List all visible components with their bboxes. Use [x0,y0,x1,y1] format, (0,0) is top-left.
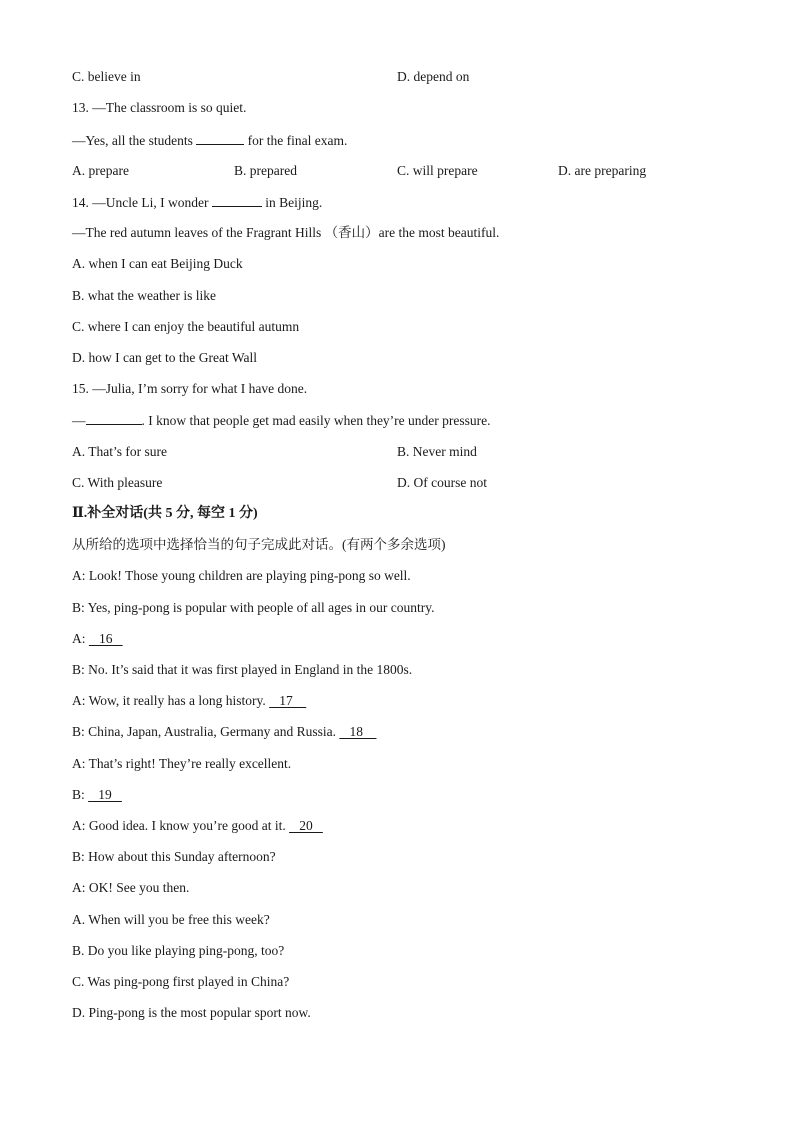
q14-question-start: 14. —Uncle Li, I wonder [72,195,212,210]
q12-option-d: D. depend on [397,69,470,84]
q15-option-a: A. That’s for sure [72,444,167,459]
q15-option-d: D. Of course not [397,475,487,490]
q13-options [72,162,732,180]
q14-reply: —The red autumn leaves of the Fragrant Hills （香山）are the most beautiful. [72,225,500,240]
q12-option-c: C. believe in [72,69,141,84]
q15-reply-end: . I know that people get mad easily when they’re under pressure. [141,413,491,428]
dialogue-line-9 [72,817,323,835]
q13-reply [72,131,347,150]
q15-reply-start: — [72,413,86,428]
q15-answer-blank [86,411,142,425]
q14-option-c: C. where I can enjoy the beautiful autumn [72,319,300,334]
blank-16: 16 [88,631,123,646]
choice-a: A. When will you be free this week? [72,912,270,927]
dialogue-line-6-text: B: China, Japan, Australia, Germany and Russia. [72,724,340,739]
blank-19: 19 [88,787,122,802]
q13-option-a: A. prepare [72,163,129,178]
q15-question: 15. —Julia, I’m sorry for what I have done. [72,381,308,396]
q15-option-b: B. Never mind [397,444,477,459]
dialogue-line-3 [72,630,123,648]
q13-option-d: D. are preparing [558,163,647,178]
choice-d: D. Ping-pong is the most popular sport now. [72,1005,311,1020]
dialogue-line-9-text: A: Good idea. I know you’re good at it. [72,818,290,833]
q15-options-cd [72,474,732,492]
blank-20: 20 [289,818,323,833]
dialogue-speaker: B: [72,787,89,802]
dialogue-line-6 [72,723,376,741]
dialogue-line-4: B: No. It’s said that it was first played in England in the 1800s. [72,662,413,677]
dialogue-line-2: B: Yes, ping-pong is popular with people of all ages in our country. [72,600,435,615]
q14-answer-blank [212,193,262,207]
q13-reply-start: —Yes, all the students [72,133,197,148]
q12-options-cd [72,68,732,86]
dialogue-speaker: A: [72,631,89,646]
dialogue-line-11: A: OK! See you then. [72,880,190,895]
dialogue-line-5 [72,692,306,710]
blank-18: 18 [339,724,377,739]
q14-option-b: B. what the weather is like [72,288,216,303]
q13-reply-end: for the final exam. [244,133,348,148]
q13-option-c: C. will prepare [397,163,478,178]
q13-answer-blank [196,131,244,145]
q14-option-d: D. how I can get to the Great Wall [72,350,257,365]
dialogue-line-8 [72,786,122,804]
choice-b: B. Do you like playing ping-pong, too? [72,943,285,958]
q13-option-b: B. prepared [234,163,297,178]
blank-17: 17 [269,693,307,708]
q14-option-a: A. when I can eat Beijing Duck [72,256,243,271]
section-2-instruction: 从所给的选项中选择恰当的句子完成此对话。(有两个多余选项) [72,537,446,552]
dialogue-line-10: B: How about this Sunday afternoon? [72,849,276,864]
section-2-title: Ⅱ.补全对话(共 5 分, 每空 1 分) [72,506,258,521]
dialogue-line-1: A: Look! Those young children are playing ping-pong so well. [72,568,411,583]
q13-question: 13. —The classroom is so quiet. [72,100,247,115]
dialogue-line-7: A: That’s right! They’re really excellent. [72,756,292,771]
choice-c: C. Was ping-pong first played in China? [72,974,290,989]
q15-options-ab [72,443,732,461]
dialogue-line-5-text: A: Wow, it really has a long history. [72,693,270,708]
q15-option-c: C. With pleasure [72,475,163,490]
q14-question-end: in Beijing. [261,195,323,210]
q15-reply [72,411,491,430]
q14-question [72,193,322,212]
